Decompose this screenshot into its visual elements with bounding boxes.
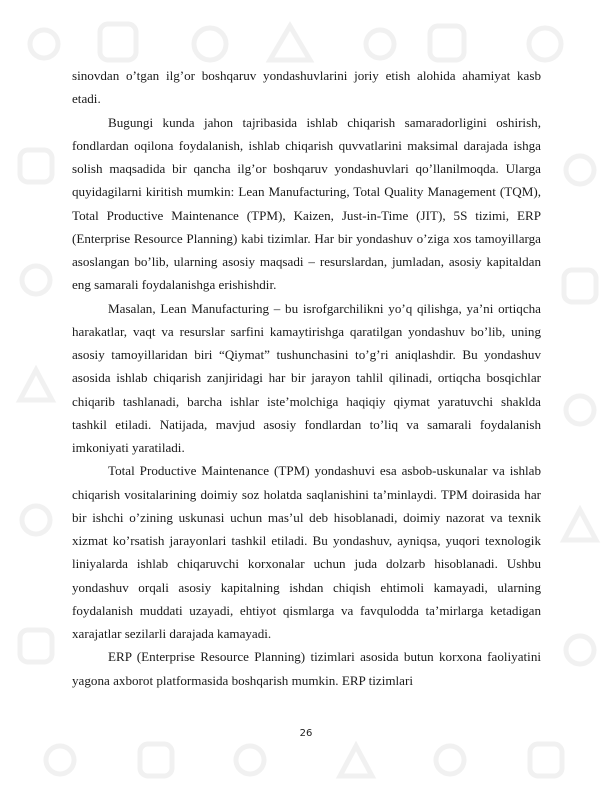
page-body bbox=[72, 64, 541, 692]
paragraph-5: ERP (Enterprise Resource Planning) tizimlari asosida butun korxona faoliyatini yagona axborot platformasida boshqarish mumkin. ERP tizimlari bbox=[72, 649, 541, 688]
paragraph-4: Total Productive Maintenance (TPM) yondashuvi esa asbob-uskunalar va ishlab chiqarish vositalarining doimiy soz holatda saqlanishini ta’minlaydi. TPM doirasida har bir ishchi o’zining uskunasi uchun mas’ul deb hisoblanadi, doimiy nazorat va texnik xizmat ko’rsatish jarayonlari tashkil etiladi. Bu yondashuv, ayniqsa, yuqori texnologik liniyalarda ishlab chiqaruvchi korxonalar uchun juda dolzarb hisoblanadi. Ushbu yondashuv orqali asosiy kapitalning ishdan chiqish ehtimoli kamayadi, ularning foydalanish muddati uzayadi, ehtiyot qismlarga va favqulodda ta’mirlarga ketadigan xarajatlar sezilarli darajada kamayadi. bbox=[72, 463, 541, 641]
paragraph-3: Masalan, Lean Manufacturing – bu isrofgarchilikni yo’q qilishga, ya’ni ortiqcha harakatlar, vaqt va resurslar sarfini kamaytirishga qaratilgan yondashuv bo’lib, uning asosiy tamoyillaridan biri “Qiymat” tushunchasini to’g’ri aniqlashdir. Bu yondashuv asosida ishlab chiqarish zanjiridagi har bir jarayon tahlil qilinadi, ortiqcha bosqichlar chiqarib tashlanadi, barcha ishlar iste’molchiga haqiqiy qiymat yaratuvchi shaklda tashkil etiladi. Natijada, mavjud asosiy fondlardan to’liq va samarali foydalanish imkoniyati yaratiladi. bbox=[72, 300, 541, 455]
paragraph-2: Bugungi kunda jahon tajribasida ishlab chiqarish samaradorligini oshirish, fondlardan oqilona foydalanish, ishlab chiqarish quvvatlarini maksimal darajada ishga solish maqsadida bir qancha ilg’or boshqaruv yondashuvlari qo’llanilmoqda. Ularga quyidagilarni kiritish mumkin: Lean Manufacturing, Total Quality Management (TQM), Total Productive Maintenance (TPM), Kaizen, Just-in-Time (JIT), 5S tizimi, ERP (Enterprise Resource Planning) kabi tizimlar. Har bir yondashuv o’ziga xos tamoyillarga asoslangan bo’lib, ularning asosiy maqsadi – resurslardan, jumladan, asosiy kapitaldan eng samarali foydalanishga erishishdir. bbox=[72, 114, 541, 293]
paragraph-1: sinovdan o’tgan ilg’or boshqaruv yondashuvlarini joriy etish alohida ahamiyat kasb etadi. bbox=[72, 68, 541, 107]
page-number: 26 bbox=[299, 728, 313, 739]
